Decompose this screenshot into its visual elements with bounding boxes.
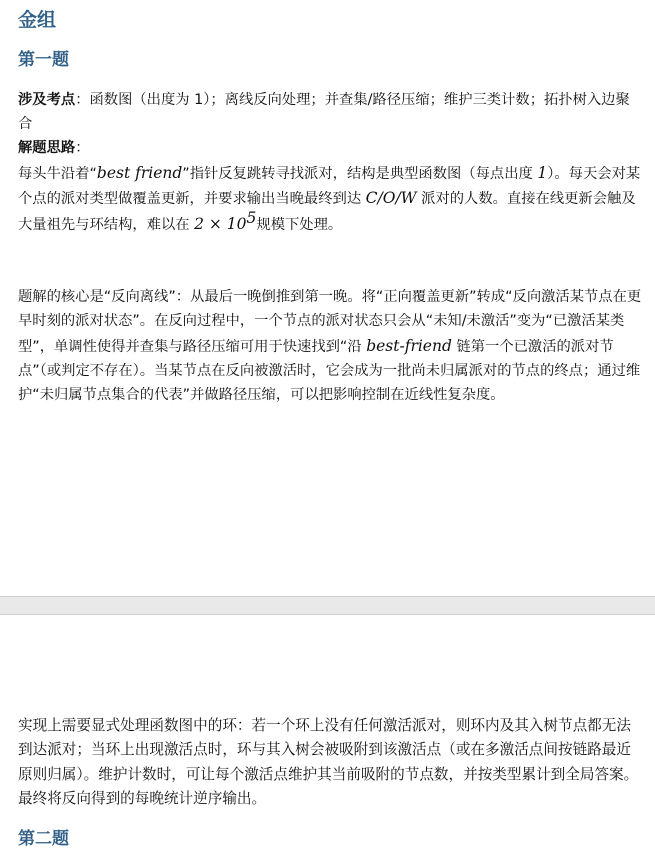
idea-paragraph-2 xyxy=(18,285,642,407)
para1-text-d: 派对的人数。直接在线更新会触及大量祖先与环结构，难以在 xyxy=(18,191,636,233)
key-points-colon: ： xyxy=(75,92,90,108)
idea-colon: ： xyxy=(75,140,90,156)
key-points-label: 涉及考点 xyxy=(18,92,76,108)
best-friend-chain-term: best-friend xyxy=(366,336,452,355)
idea-paragraph-1 xyxy=(18,161,642,237)
out-degree-value: 1 xyxy=(537,164,548,182)
idea-paragraph-3: 实现上需要显式处理函数图中的环：若一个环上没有任何激活派对，则环内及其入树节点都无法到达派对；当环上出现激活点时，环与其入树会被吸附到该激活点（或在多激活点间按链路最近原则归属）。维护计数时，可让每个激活点维护其当前吸附的节点数，并按类型累计到全局答案。最终将反向得到的每晚统计逆序输出。 xyxy=(18,717,639,807)
party-types: C/O/W xyxy=(365,189,417,208)
best-friend-term: best friend xyxy=(96,164,183,182)
scale-exponent: 5 xyxy=(246,208,257,227)
idea-label-line xyxy=(18,136,642,160)
problem-2-title: 第二题 xyxy=(18,829,69,849)
problem-1-title: 第一题 xyxy=(18,50,69,70)
para1-text-b: ”指针反复跳转寻找派对，结构是典型函数图（每点出度 xyxy=(182,166,538,182)
para2-text-a: 题解的核心是“反向离线”：从最后一晚倒推到第一晚。将“正向覆盖更新”转成“反向激活某节点在更早时刻的派对状态”。在反向过程中，一个节点的派对状态只会从“未知/未激活”变为“已激活某类型”，单调性使得并查集与路径压缩可用于快速找到“沿 xyxy=(18,289,642,355)
para2-text-b: 链第一个已激活的派对节点”（或判定不存在）。当某节点在反向被激活时，它会成为一批尚未归属派对的节点的终点；通过维护“未归属节点集合的代表”并做路径压缩，可以把影响控制在近线性复杂度。 xyxy=(18,338,641,404)
section-title: 金组 xyxy=(18,9,57,31)
para1-text-a: 每头牛沿着“ xyxy=(18,166,97,182)
scale-base: 2 × 10 xyxy=(194,214,247,233)
page-break xyxy=(0,596,655,615)
para1-text-c: ）。每天会对某个点的派对类型做覆盖更新，并要求输出当晚最终到达 xyxy=(18,166,641,208)
key-points-text: 函数图（出度为 1）；离线反向处理；并查集/路径压缩；维护三类计数；拓扑树入边聚合 xyxy=(18,92,630,133)
para1-text-e: 规模下处理。 xyxy=(256,216,343,233)
key-points-paragraph xyxy=(18,88,642,137)
idea-label: 解题思路 xyxy=(18,140,76,156)
